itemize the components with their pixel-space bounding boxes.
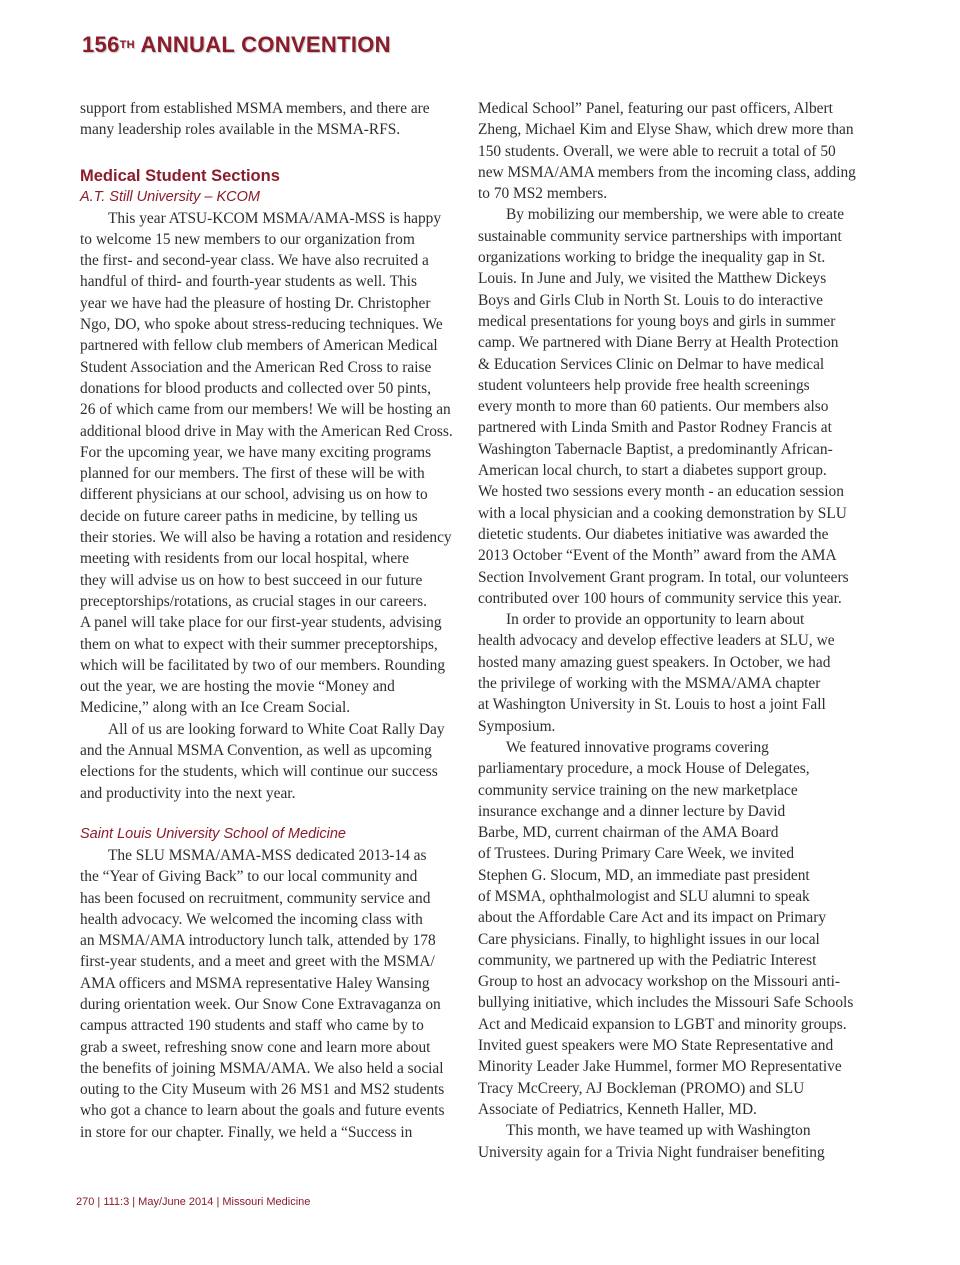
text-line: American local church, to start a diabetes support group.	[478, 462, 827, 480]
text-line: has been focused on recruitment, community service and	[80, 889, 431, 907]
text-line: Section Involvement Grant program. In total, our volunteers	[478, 568, 849, 586]
text-line: the benefits of joining MSMA/AMA. We also held a social	[80, 1059, 444, 1077]
text-line: the “Year of Giving Back” to our local community and	[80, 868, 418, 886]
header-ordinal: TH	[119, 39, 135, 51]
text-line: For the upcoming year, we have many exciting programs	[80, 443, 432, 461]
header-number: 156	[82, 32, 120, 57]
text-line: parliamentary procedure, a mock House of Delegates,	[478, 760, 810, 778]
text-line: outing to the City Museum with 26 MS1 and MS2 students	[80, 1081, 445, 1099]
text-line: sustainable community service partnerships with important	[478, 227, 842, 245]
text-line: to welcome 15 new members to our organization from	[80, 230, 415, 248]
text-line: Barbe, MD, current chairman of the AMA Board	[478, 824, 779, 842]
right-body	[478, 98, 863, 1163]
text-line: & Education Services Clinic on Delmar to have medical	[478, 355, 825, 373]
slu-body	[80, 845, 465, 1143]
text-line: We hosted two sessions every month - an education session	[478, 483, 844, 501]
text-line: to 70 MS2 members.	[478, 185, 608, 203]
text-line: many leadership roles available in the MSMA-RFS.	[80, 121, 401, 139]
text-line: Tracy McCreery, AJ Bockleman (PROMO) and SLU	[478, 1079, 805, 1097]
text-line: 26 of which came from our members! We will be hosting an	[80, 401, 451, 419]
text-line: and the Annual MSMA Convention, as well as upcoming	[80, 742, 432, 760]
text-line: grab a sweet, refreshing snow cone and learn more about	[80, 1038, 431, 1056]
text-line: Minority Leader Jake Hummel, former MO Representative	[478, 1058, 842, 1076]
text-line: planned for our members. The first of these will be with	[80, 465, 425, 483]
text-line: bullying initiative, which includes the Missouri Safe Schools	[478, 994, 854, 1012]
text-line: Medical School” Panel, featuring our past officers, Albert	[478, 100, 833, 117]
text-line: In order to provide an opportunity to learn about	[506, 611, 805, 629]
text-line: different physicians at our school, advising us on how to	[80, 486, 428, 504]
text-line: elections for the students, which will continue our success	[80, 763, 438, 781]
text-line: about the Affordable Care Act and its impact on Primary	[478, 909, 827, 927]
text-line: decide on future career paths in medicine, by telling us	[80, 507, 418, 525]
right-column	[478, 98, 863, 1163]
text-line: community service training on the new marketplace	[478, 781, 798, 799]
text-line: health advocacy and develop effective leaders at SLU, we	[478, 632, 835, 650]
text-line: 2013 October “Event of the Month” award from the AMA	[478, 547, 837, 565]
text-line: every month to more than 60 patients. Our members also	[478, 398, 829, 416]
text-line: who got a chance to learn about the goals and future events	[80, 1102, 445, 1120]
text-line: the first- and second-year class. We have also recruited a	[80, 252, 429, 270]
text-line: organizations working to bridge the inequality gap in St.	[478, 249, 826, 267]
text-line: of Trustees. During Primary Care Week, we invited	[478, 845, 795, 863]
text-line: meeting with residents from our local hospital, where	[80, 550, 410, 568]
text-line: All of us are looking forward to White Coat Rally Day	[108, 720, 445, 738]
text-line: 150 students. Overall, we were able to recruit a total of 50	[478, 142, 836, 160]
text-line: handful of third- and fourth-year students as well. This	[80, 273, 417, 291]
text-line: partnered with fellow club members of American Medical	[80, 337, 438, 355]
page-footer: 270 | 111:3 | May/June 2014 | Missouri Medicine	[76, 1196, 311, 1208]
text-line: Stephen G. Slocum, MD, an immediate past president	[478, 866, 810, 884]
text-line: they will advise us on how to best succeed in our future	[80, 571, 423, 589]
text-line: This month, we have teamed up with Washington	[506, 1122, 811, 1140]
text-line: Associate of Pediatrics, Kenneth Haller, MD.	[478, 1100, 757, 1118]
text-line: preceptorships/rotations, as crucial stages in our careers.	[80, 592, 428, 610]
text-line: By mobilizing our membership, we were able to create	[506, 206, 845, 224]
kcom-heading: A.T. Still University – KCOM	[80, 188, 260, 205]
text-line: Ngo, DO, who spoke about stress-reducing techniques. We	[80, 316, 443, 334]
header-title: ANNUAL CONVENTION	[134, 32, 391, 57]
text-line: This year ATSU-KCOM MSMA/AMA-MSS is happy	[108, 209, 442, 227]
left-column	[80, 98, 465, 1143]
text-line: Care physicians. Finally, to highlight issues in our local	[478, 930, 820, 948]
text-line: We featured innovative programs covering	[506, 738, 769, 756]
text-line: of MSMA, ophthalmologist and SLU alumni to speak	[478, 887, 810, 905]
text-line: AMA officers and MSMA representative Haley Wansing	[80, 974, 430, 992]
running-header	[82, 32, 391, 58]
text-line: at Washington University in St. Louis to host a joint Fall	[478, 696, 826, 714]
text-line: partnered with Linda Smith and Pastor Rodney Francis at	[478, 419, 832, 437]
kcom-body	[80, 208, 465, 804]
text-line: their stories. We will also be having a rotation and residency	[80, 529, 452, 547]
text-line: Boys and Girls Club in North St. Louis to do interactive	[478, 291, 823, 309]
text-line: additional blood drive in May with the American Red Cross.	[80, 422, 453, 440]
text-line: Act and Medicaid expansion to LGBT and minority groups.	[478, 1015, 847, 1033]
text-line: campus attracted 190 students and staff who came by to	[80, 1017, 424, 1035]
slu-heading: Saint Louis University School of Medicine	[80, 825, 346, 842]
text-line: The SLU MSMA/AMA-MSS dedicated 2013-14 as	[108, 846, 427, 864]
text-line: out the year, we are hosting the movie “Money and	[80, 678, 395, 696]
text-line: the privilege of working with the MSMA/AMA chapter	[478, 675, 821, 693]
text-line: Zheng, Michael Kim and Elyse Shaw, which drew more than	[478, 121, 854, 139]
text-line: health advocacy. We welcomed the incoming class with	[80, 910, 423, 928]
intro-paragraph	[80, 98, 465, 141]
text-line: during orientation week. Our Snow Cone Extravaganza on	[80, 995, 441, 1013]
text-line: which will be facilitated by two of our members. Rounding	[80, 656, 446, 674]
text-line: Medicine,” along with an Ice Cream Social.	[80, 699, 351, 717]
text-line: dietetic students. Our diabetes initiative was awarded the	[478, 525, 829, 543]
text-line: year we have had the pleasure of hosting Dr. Christopher	[80, 294, 431, 312]
text-line: student volunteers help provide free health screenings	[478, 376, 810, 394]
text-line: community, we partnered up with the Pediatric Interest	[478, 951, 817, 969]
text-line: and productivity into the next year.	[80, 784, 296, 802]
text-line: an MSMA/AMA introductory lunch talk, attended by 178	[80, 932, 436, 950]
text-line: them on what to expect with their summer preceptorships,	[80, 635, 438, 653]
text-line: University again for a Trivia Night fundraiser benefiting	[478, 1143, 825, 1161]
text-line: A panel will take place for our first-year students, advising	[80, 614, 442, 632]
text-line: medical presentations for young boys and girls in summer	[478, 312, 836, 330]
text-line: new MSMA/AMA members from the incoming class, adding	[478, 163, 856, 181]
text-line: insurance exchange and a dinner lecture by David	[478, 802, 786, 820]
text-line: support from established MSMA members, and there are	[80, 100, 430, 117]
text-line: Invited guest speakers were MO State Representative and	[478, 1037, 834, 1055]
section-heading: Medical Student Sections	[80, 166, 280, 185]
text-line: donations for blood products and collected over 50 pints,	[80, 379, 431, 397]
text-line: Louis. In June and July, we visited the Matthew Dickeys	[478, 270, 827, 288]
text-line: Student Association and the American Red Cross to raise	[80, 358, 432, 376]
text-line: Group to host an advocacy workshop on the Missouri anti-	[478, 973, 841, 991]
text-line: in store for our chapter. Finally, we held a “Success in	[80, 1123, 413, 1141]
text-line: camp. We partnered with Diane Berry at Health Protection	[478, 334, 839, 352]
text-line: hosted many amazing guest speakers. In October, we had	[478, 653, 831, 671]
text-line: contributed over 100 hours of community service this year.	[478, 589, 842, 607]
text-line: with a local physician and a cooking demonstration by SLU	[478, 504, 847, 522]
text-line: Washington Tabernacle Baptist, a predominantly African-	[478, 440, 833, 458]
text-line: Symposium.	[478, 717, 556, 735]
text-line: first-year students, and a meet and greet with the MSMA/	[80, 953, 435, 971]
